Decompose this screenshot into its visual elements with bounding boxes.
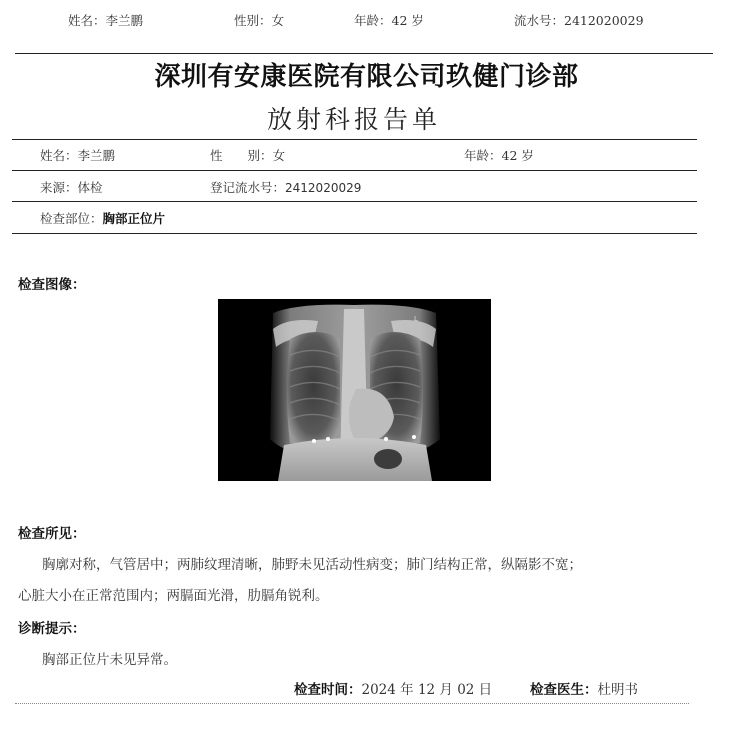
header-gender: 性别：女 [234, 13, 285, 28]
diagnosis-text: 胸部正位片未见异常。 [42, 652, 177, 668]
findings-line-1: 胸廓对称，气管居中；两肺纹理清晰，肺野未见活动性病变；肺门结构正常，纵隔影不宽； [42, 557, 582, 573]
exam-time-value: 2024 年 12 月 02 日 [361, 682, 493, 698]
footer-divider [15, 703, 689, 704]
exam-doctor-label: 检查医生： [530, 682, 598, 698]
patient-gender-value: 女 [272, 148, 286, 163]
exam-time [294, 678, 492, 698]
info-line-2 [12, 170, 697, 171]
patient-age [464, 146, 534, 164]
exam-doctor-value: 杜明书 [597, 682, 638, 698]
exam-doctor [530, 678, 638, 698]
xray-marker: L [414, 315, 418, 323]
patient-gender [210, 146, 285, 164]
findings-line-2: 心脏大小在正常范围内；两膈面光滑，肋膈角锐利。 [18, 588, 329, 604]
exam-part [40, 209, 165, 227]
header-serial: 流水号：2412020029 [514, 13, 644, 28]
exam-part-label: 检查部位： [40, 211, 103, 226]
chest-xray-image [218, 299, 491, 481]
registration-serial-label: 登记流水号： [210, 180, 286, 195]
info-line-4 [12, 233, 697, 234]
header-divider [15, 53, 713, 54]
patient-name-value: 李兰鹏 [77, 148, 116, 163]
header-age: 年龄：42 岁 [354, 13, 424, 28]
exam-part-value: 胸部正位片 [102, 211, 166, 226]
patient-source-label: 来源： [40, 180, 78, 195]
patient-source-value: 体检 [77, 180, 103, 195]
exam-time-label: 检查时间： [294, 682, 362, 698]
patient-age-value: 42 岁 [501, 148, 534, 163]
report-title: 放射科报告单 [266, 105, 441, 134]
image-section-label: 检查图像： [18, 277, 86, 293]
patient-source [40, 178, 103, 196]
patient-gender-label: 性 别： [210, 148, 273, 163]
info-line-1 [12, 139, 697, 140]
registration-serial-value: 2412020029 [285, 181, 362, 195]
hospital-title: 深圳有安康医院有限公司玖健门诊部 [154, 62, 579, 92]
patient-name [40, 146, 115, 164]
patient-age-label: 年龄： [464, 148, 502, 163]
findings-label: 检查所见： [18, 526, 86, 542]
header-name: 姓名：李兰鹏 [68, 13, 144, 28]
chest-xray-svg [218, 299, 491, 481]
patient-name-label: 姓名： [40, 148, 78, 163]
info-line-3 [12, 201, 697, 202]
diagnosis-label: 诊断提示： [18, 621, 86, 637]
registration-serial [210, 178, 361, 196]
